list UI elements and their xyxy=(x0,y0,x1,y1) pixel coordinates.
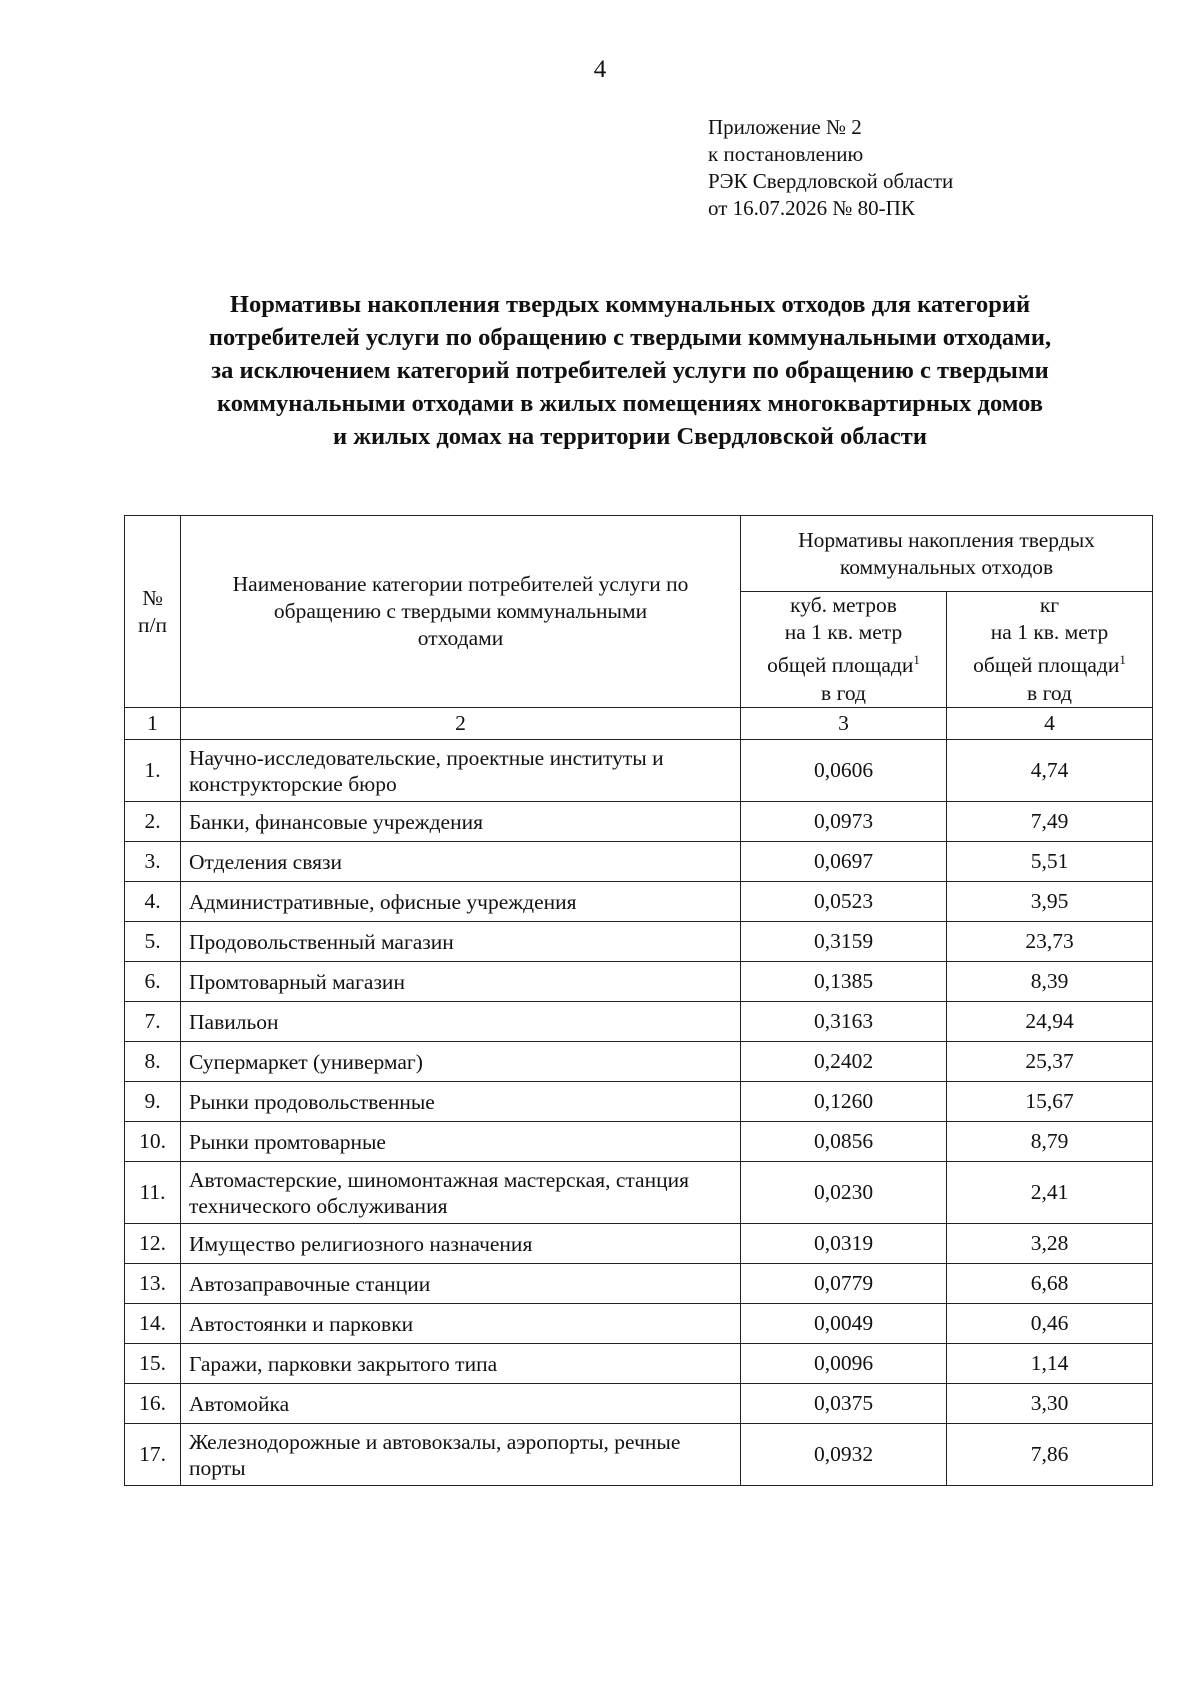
row-category-name: Банки, финансовые учреждения xyxy=(181,802,741,842)
header-category-name: Наименование категории потребителей услуги по обращению с твердыми коммунальными отходами xyxy=(181,516,741,708)
row-cubic-meters: 0,1385 xyxy=(741,962,947,1002)
row-kilograms: 7,49 xyxy=(947,802,1153,842)
title-line: коммунальными отходами в жилых помещениях многоквартирных домов xyxy=(217,390,1043,417)
row-kilograms: 8,39 xyxy=(947,962,1153,1002)
table-row xyxy=(125,1224,1153,1264)
row-kilograms: 15,67 xyxy=(947,1082,1153,1122)
row-number: 16. xyxy=(125,1384,181,1424)
row-category-name: Продовольственный магазин xyxy=(181,922,741,962)
row-kilograms: 25,37 xyxy=(947,1042,1153,1082)
row-cubic-meters: 0,0697 xyxy=(741,842,947,882)
row-kilograms: 5,51 xyxy=(947,842,1153,882)
row-cubic-meters: 0,0779 xyxy=(741,1264,947,1304)
row-cubic-meters: 0,3159 xyxy=(741,922,947,962)
row-category-name: Автостоянки и парковки xyxy=(181,1304,741,1344)
row-number: 12. xyxy=(125,1224,181,1264)
appendix-line: РЭК Свердловской области xyxy=(708,169,954,193)
row-number: 8. xyxy=(125,1042,181,1082)
row-number: 5. xyxy=(125,922,181,962)
row-number: 9. xyxy=(125,1082,181,1122)
title-line: за исключением категорий потребителей услуги по обращению с твердыми xyxy=(211,357,1049,384)
header-cubic-meters: куб. метров на 1 кв. метр общей площади$^1$ в год xyxy=(741,592,947,708)
row-number: 6. xyxy=(125,962,181,1002)
row-cubic-meters: 0,1260 xyxy=(741,1082,947,1122)
appendix-line: к постановлению xyxy=(708,142,864,166)
row-number: 14. xyxy=(125,1304,181,1344)
row-category-name: Железнодорожные и автовокзалы, аэропорты, речные порты xyxy=(181,1424,741,1486)
row-category-name: Павильон xyxy=(181,1002,741,1042)
row-kilograms: 3,95 xyxy=(947,882,1153,922)
title-line: и жилых домах на территории Свердловской области xyxy=(333,423,927,450)
row-number: 4. xyxy=(125,882,181,922)
norms-table xyxy=(124,515,1153,1486)
table-row xyxy=(125,1304,1153,1344)
table-row xyxy=(125,962,1153,1002)
table-row xyxy=(125,802,1153,842)
table-row xyxy=(125,1344,1153,1384)
row-kilograms: 6,68 xyxy=(947,1264,1153,1304)
row-category-name: Автомойка xyxy=(181,1384,741,1424)
row-number: 17. xyxy=(125,1424,181,1486)
row-kilograms: 23,73 xyxy=(947,922,1153,962)
row-cubic-meters: 0,0049 xyxy=(741,1304,947,1344)
table-row xyxy=(125,882,1153,922)
row-number: 13. xyxy=(125,1264,181,1304)
row-number: 1. xyxy=(125,740,181,802)
row-kilograms: 2,41 xyxy=(947,1162,1153,1224)
row-number: 7. xyxy=(125,1002,181,1042)
row-kilograms: 1,14 xyxy=(947,1344,1153,1384)
table-row xyxy=(125,1424,1153,1486)
row-number: 15. xyxy=(125,1344,181,1384)
appendix-block xyxy=(708,114,953,222)
row-cubic-meters: 0,0932 xyxy=(741,1424,947,1486)
page-number: 4 xyxy=(593,56,607,83)
row-cubic-meters: 0,0096 xyxy=(741,1344,947,1384)
row-category-name: Гаражи, парковки закрытого типа xyxy=(181,1344,741,1384)
row-category-name: Рынки промтоварные xyxy=(181,1122,741,1162)
row-number: 11. xyxy=(125,1162,181,1224)
table-row xyxy=(125,1002,1153,1042)
row-category-name: Имущество религиозного назначения xyxy=(181,1224,741,1264)
row-cubic-meters: 0,3163 xyxy=(741,1002,947,1042)
row-kilograms: 3,30 xyxy=(947,1384,1153,1424)
title-line: потребителей услуги по обращению с твердыми коммунальными отходами, xyxy=(208,324,1052,351)
table-row xyxy=(125,1122,1153,1162)
row-cubic-meters: 0,0523 xyxy=(741,882,947,922)
row-category-name: Административные, офисные учреждения xyxy=(181,882,741,922)
table-row xyxy=(125,1162,1153,1224)
header-kilograms: кг на 1 кв. метр общей площади$^1$ в год xyxy=(947,592,1153,708)
row-kilograms: 0,46 xyxy=(947,1304,1153,1344)
row-cubic-meters: 0,0973 xyxy=(741,802,947,842)
row-category-name: Научно-исследовательские, проектные институты и конструкторские бюро xyxy=(181,740,741,802)
row-kilograms: 8,79 xyxy=(947,1122,1153,1162)
row-category-name: Супермаркет (универмаг) xyxy=(181,1042,741,1082)
row-cubic-meters: 0,0856 xyxy=(741,1122,947,1162)
row-number: 10. xyxy=(125,1122,181,1162)
title-line: Нормативы накопления твердых коммунальных отходов для категорий xyxy=(229,291,1031,318)
row-category-name: Отделения связи xyxy=(181,842,741,882)
table-row xyxy=(125,740,1153,802)
table-row xyxy=(125,1082,1153,1122)
appendix-line: Приложение № 2 xyxy=(708,115,862,139)
appendix-line: от 16.07.2026 № 80-ПК xyxy=(708,196,915,220)
row-kilograms: 4,74 xyxy=(947,740,1153,802)
table-row xyxy=(125,1264,1153,1304)
row-number: 3. xyxy=(125,842,181,882)
row-cubic-meters: 0,0230 xyxy=(741,1162,947,1224)
header-norms-group: Нормативы накопления твердых коммунальных отходов xyxy=(741,516,1153,592)
row-category-name: Промтоварный магазин xyxy=(181,962,741,1002)
table-row xyxy=(125,1384,1153,1424)
table-row xyxy=(125,1042,1153,1082)
row-category-name: Автомастерские, шиномонтажная мастерская, станция технического обслуживания xyxy=(181,1162,741,1224)
row-kilograms: 24,94 xyxy=(947,1002,1153,1042)
row-number: 2. xyxy=(125,802,181,842)
table-row xyxy=(125,842,1153,882)
row-kilograms: 7,86 xyxy=(947,1424,1153,1486)
row-category-name: Рынки продовольственные xyxy=(181,1082,741,1122)
header-number: № п/п xyxy=(125,516,181,708)
row-cubic-meters: 0,0606 xyxy=(741,740,947,802)
table-row xyxy=(125,922,1153,962)
row-cubic-meters: 0,0375 xyxy=(741,1384,947,1424)
row-cubic-meters: 0,2402 xyxy=(741,1042,947,1082)
row-category-name: Автозаправочные станции xyxy=(181,1264,741,1304)
row-kilograms: 3,28 xyxy=(947,1224,1153,1264)
column-number-row: 1 2 3 4 xyxy=(125,708,1153,740)
row-cubic-meters: 0,0319 xyxy=(741,1224,947,1264)
document-title xyxy=(130,288,1130,453)
